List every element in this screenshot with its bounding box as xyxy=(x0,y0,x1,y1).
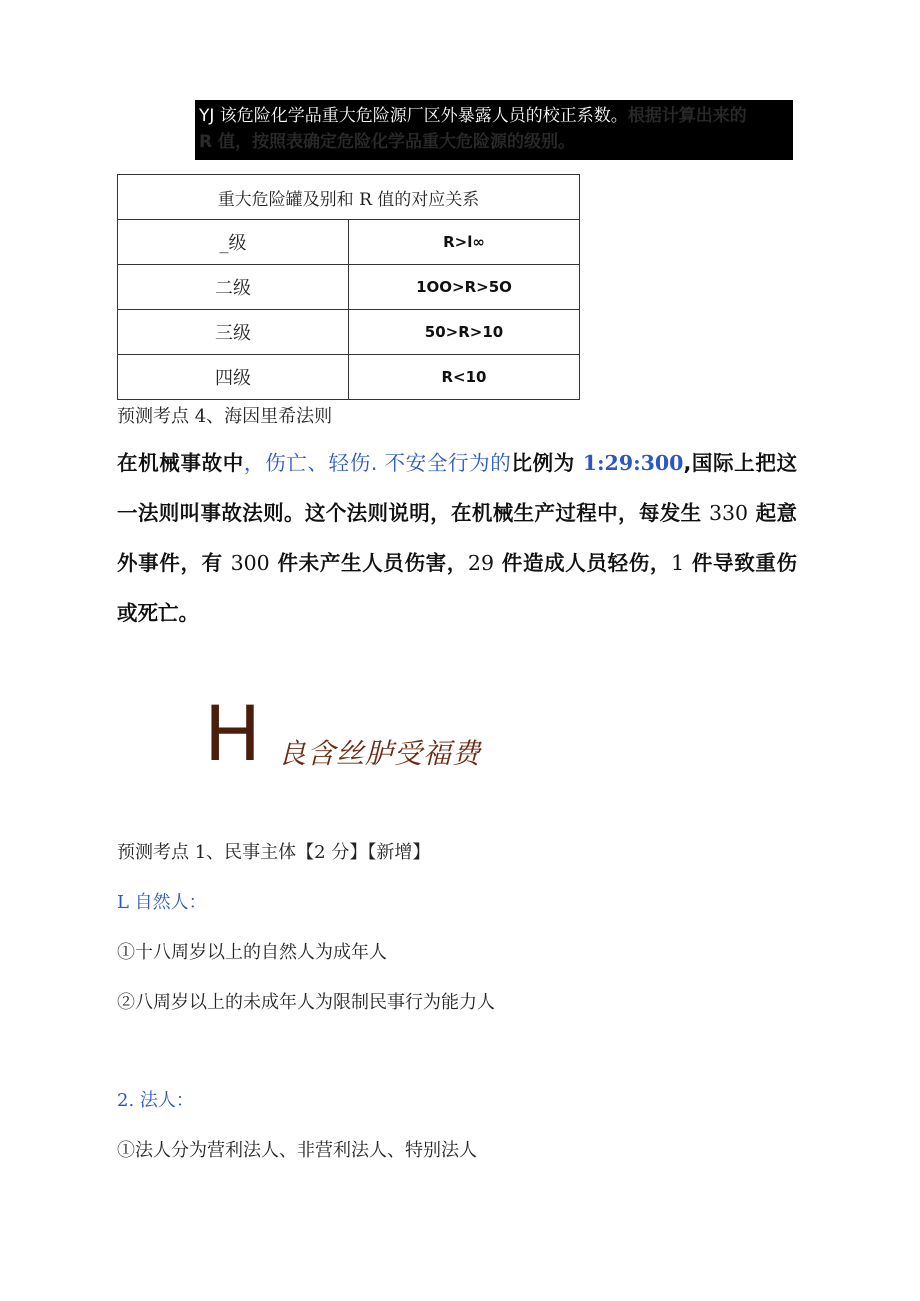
chapter-letter: H xyxy=(204,689,262,778)
table-header-row xyxy=(118,175,580,220)
table-level-cell: 三级 xyxy=(118,310,349,355)
table-level-cell: 二级 xyxy=(118,265,349,310)
para-part: 件导致重伤或死亡。 xyxy=(117,551,798,625)
para-ratio: 1:29:300 xyxy=(582,451,684,475)
para-part: 件造成人员轻伤， xyxy=(494,551,672,575)
table-value-cell: R>l∞ xyxy=(349,220,580,265)
para-part: ,国际上把这一法则叫事故法则。这个法则说明，在机械生产过程中，每发生 xyxy=(117,451,797,525)
top-band-line1-main: YJ 该危险化学品重大危险源厂区外暴露人员的校正系数。 xyxy=(199,106,628,126)
table-level-cell: _级 xyxy=(118,220,349,265)
para-part: 起意外事件，有 xyxy=(117,501,797,575)
grade-table xyxy=(117,174,580,400)
table-row xyxy=(118,355,580,400)
natural-person-item: ②八周岁以上的未成年人为限制民事行为能力人 xyxy=(117,992,495,1013)
para-part: 比例为 xyxy=(511,451,583,475)
table-row xyxy=(118,310,580,355)
top-band xyxy=(195,100,793,160)
section1-title: 预测考点 1、民事主体【2 分】【新增】 xyxy=(117,842,431,863)
para-number: 1 xyxy=(671,551,685,575)
natural-person-label: L 自然人： xyxy=(117,892,207,913)
section4-title: 预测考点 4、海因里希法则 xyxy=(117,406,333,427)
table-value-cell: R<10 xyxy=(349,355,580,400)
table-row xyxy=(118,265,580,310)
table-header: 重大危险罐及别和 R 值的对应关系 xyxy=(118,175,580,220)
para-part: 在机械事故中 xyxy=(117,451,244,475)
top-band-line2: R 值，按照表确定危险化学品重大危险源的级别。 xyxy=(199,132,576,152)
legal-person-item: ①法人分为营利法人、非营利法人、特别法人 xyxy=(117,1140,477,1161)
table-row xyxy=(118,220,580,265)
para-part: 件未产生人员伤害， xyxy=(269,551,468,575)
top-band-line1-dim: 根据计算出来的 xyxy=(627,106,747,126)
table-value-cell: 50>R>10 xyxy=(349,310,580,355)
top-band-line1 xyxy=(199,103,793,129)
para-blue: ，伤亡、轻伤. 不安全行为的 xyxy=(243,451,512,475)
legal-person-label: 2. 法人： xyxy=(117,1090,194,1111)
para-number: 300 xyxy=(230,551,270,575)
para-number: 29 xyxy=(467,551,495,575)
table-level-cell: 四级 xyxy=(118,355,349,400)
para-number: 330 xyxy=(708,501,749,525)
chapter-subtitle: 良含丝胪受福费 xyxy=(278,737,482,770)
heinrich-paragraph xyxy=(117,438,797,638)
natural-person-item: ①十八周岁以上的自然人为成年人 xyxy=(117,942,387,963)
table-value-cell: 1OO>R>5O xyxy=(349,265,580,310)
